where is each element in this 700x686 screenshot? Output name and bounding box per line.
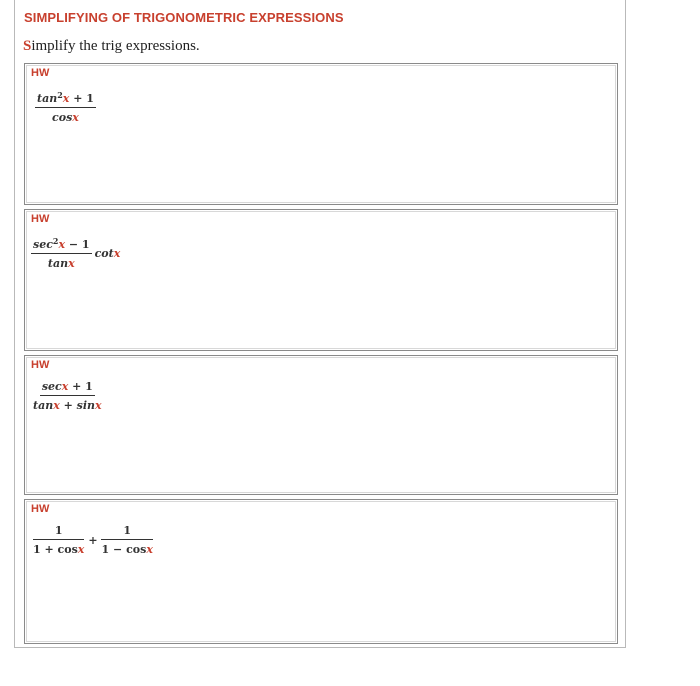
variable: x [72, 111, 79, 124]
worksheet-title: SIMPLIFYING OF TRIGONOMETRIC EXPRESSIONS [24, 10, 344, 25]
variable: x [62, 92, 70, 105]
fn-name: sec [33, 238, 53, 251]
variable: x [146, 543, 153, 556]
fn-name: tan [33, 399, 54, 412]
numerator-rest: + 1 [69, 92, 94, 105]
fn-name: cos [52, 111, 73, 124]
variable: x [68, 257, 75, 270]
problem-box-2[interactable] [24, 209, 618, 351]
numerator [40, 380, 95, 396]
instruction-first-letter: S [23, 38, 32, 54]
fn-name: cot [94, 246, 114, 260]
denominator [46, 254, 77, 270]
variable: x [77, 543, 85, 556]
problem-box-4[interactable] [24, 499, 618, 644]
denominator [50, 108, 81, 124]
fraction [31, 380, 104, 412]
denominator [31, 396, 104, 412]
instruction-text [23, 38, 200, 55]
plus-operator: + [88, 533, 98, 547]
variable: x [113, 246, 121, 260]
plus-operator: + [59, 399, 77, 412]
fn-name: sec [41, 380, 62, 393]
problem-box-3[interactable] [24, 355, 618, 495]
numerator: 1 [33, 524, 85, 540]
fn-name: sin [76, 399, 96, 412]
fraction [31, 236, 92, 270]
numerator [35, 90, 96, 108]
exponent: 2 [57, 90, 63, 100]
hw-label: HW [31, 213, 50, 225]
hw-label: HW [31, 503, 50, 515]
variable: x [61, 380, 69, 393]
denominator-prefix: 1 + cos [33, 543, 78, 556]
expression-4 [31, 524, 155, 556]
denominator [100, 540, 155, 556]
cot-term [95, 247, 121, 260]
fraction-left [31, 524, 86, 556]
expression-1 [35, 90, 96, 124]
fraction [35, 90, 96, 124]
variable: x [58, 238, 66, 251]
fraction-right [100, 524, 155, 556]
fn-name: tan [37, 92, 58, 105]
instruction-rest: implify the trig expressions. [31, 38, 200, 54]
numerator: 1 [101, 524, 153, 540]
expression-2 [31, 236, 120, 270]
exponent: 2 [52, 236, 59, 246]
variable: x [53, 399, 60, 412]
expression-3 [31, 380, 104, 412]
numerator [31, 236, 92, 254]
numerator-rest: − 1 [65, 238, 90, 251]
denominator-prefix: 1 − cos [101, 543, 147, 556]
fn-name: tan [47, 257, 69, 270]
hw-label: HW [31, 67, 50, 79]
numerator-rest: + 1 [68, 380, 93, 393]
denominator [31, 540, 86, 556]
variable: x [95, 399, 102, 412]
problem-box-1[interactable] [24, 63, 618, 205]
hw-label: HW [31, 359, 50, 371]
